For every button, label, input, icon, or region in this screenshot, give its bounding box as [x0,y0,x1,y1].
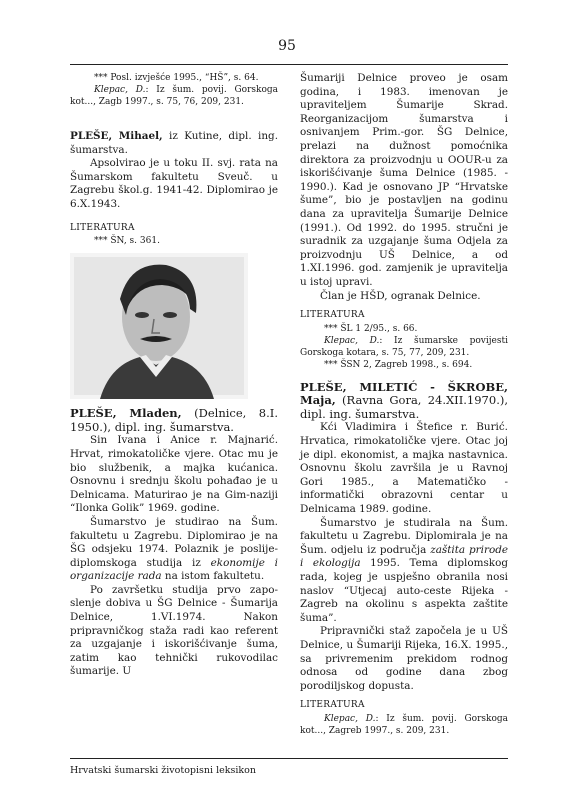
entry-heading [70,130,278,157]
entry-maja [300,381,508,737]
entry-name: PLEŠE, MILETIĆ - ŠKROBE, Maja, [300,379,508,408]
text-run: Šumarstvo je studirao na Šum. fakultetu u Zagrebu. Diplomirao je na ŠG odsjeku 1974. Polaznik je poslije-diplomskoga studija iz [70,515,278,569]
entry-heading [70,407,278,434]
entry-intro: iz Kutine, dipl. ing. šumarstva. [70,130,278,156]
literature-item: *** ŠSN 2, Zagreb 1998., s. 694. [324,359,473,370]
literature-item [300,713,508,737]
ref-top-line2 [70,84,278,108]
entry-text: Apsolvirao je u toku II. svj. rata na Šumarskom fakultetu Sveuč. u Zagrebu škol.g. 1941-42. Diplomirao je 6.X.1943. [70,157,278,210]
literature-item: *** ŠN, s. 361. [94,236,160,247]
lit-author: Klepac, D. [324,335,380,346]
entry-paragraph: Po završetku studija prvo zapo-slenje dobiva u ŠG Delnice - Šumarija Delnice, 1.VI.1974. Nakon pripravničkog staža radi kao referent za uzgajanje i iskorišćivanje šuma, zatim kao tehnički rukovodilac šumarije. U [70,583,278,678]
literature-label: LITERATURA [70,222,135,233]
ref-top-line1: *** Posl. izvješće 1995., “HŠ”, s. 64. [94,73,259,83]
entry-intro: (Ravna Gora, 24.XII.1970.), dipl. ing. šumarstva. [300,393,508,421]
lit-rest: : Iz šumarske povijesti Gorskoga kotara, s. 75, 77, 209, 231. [300,335,508,358]
literature-item [300,335,508,359]
entry-mihael [70,130,278,247]
literature-item: *** ŠL 1 2/95., s. 66. [324,323,418,334]
lit-author: Klepac, D. [324,713,376,724]
ref-rest: : Iz šum. povij. Gorskoga kot..., Zagb 1997., s. 75, 76, 209, 231. [70,85,279,107]
entry-name: PLEŠE, Mihael, [70,130,163,142]
text-run: na istom fakultetu. [161,570,265,583]
lit-rest: : Iz šum. povij. Gorskoga kot..., Zagreb 1997., s. 209, 231. [300,713,509,736]
entry-name: PLEŠE, Mladen, [70,406,182,421]
italic-run: ekonomije i organizacije rada [70,556,278,583]
right-column [300,72,508,737]
footer-title: Hrvatski šumarski životopisni leksikon [70,765,257,776]
bottom-rule [70,758,508,759]
page-number: 95 [278,38,296,54]
entry-paragraph: Šumariji Delnice proveo je osam godina, i 1983. imenovan je upraviteljem Šumarije Skrad. Reorganizacijom šumarstva i osnivanjem Prim.-gor. ŠG Delnice, prelazi na dužnost pomoćnika direktora za proizvodnju u OOUR-u za iskorišćivanje šuma Delnice (1985. - 1990.). Kad je osnovano JP “Hrvatske šume”, bio je postavljen na godinu dana za upravitelja Šumarije Delnice (1991.). Od 1992. do 1995. stručni je suradnik za uzgajanje šuma Odjela za proizvodnju UŠ Delnice, a od 1.XI.1996. god. zamjenik je upravitelja u istoj upravi. [300,72,508,288]
entry-paragraph: Pripravnički staž započela je u UŠ Delnice, u Šumariji Rijeka, 16.X. 1995., sa privremenim prekidom rodnog odnosa od godine dana zbog porodiljskog dopusta. [300,625,508,692]
italic-run: zaštita prirode i ekologija [300,543,508,570]
left-column [70,72,278,679]
top-rule [70,64,508,65]
entry-intro: (Delnice, 8.I. 1950.), dipl. ing. šumarstva. [70,406,278,434]
literature-label: LITERATURA [300,310,365,321]
entry-paragraph: Član je HŠD, ogranak Delnice. [320,289,481,302]
ref-author: Klepac, D. [94,85,146,95]
entry-paragraph [300,517,508,626]
literature-label: LITERATURA [300,700,365,711]
entry-heading [300,381,508,422]
entry-paragraph: Sin Ivana i Anice r. Majnarić. Hrvat, rimokatoličke vjere. Otac mu je bio službenik, a majka kućanica. Osnovnu i srednju školu pohađao je u Delnicama. Maturirao je na Gim-naziji “Ilonka Golik” 1969. godine. [70,434,278,515]
portrait-photo [70,253,248,399]
entry-mladen [70,407,278,679]
entry-paragraph [70,516,278,584]
text-run: 1995. Tema diplomskog rada, kojeg je uspješno obranila nosi naslov “Utjecaj auto-ceste Rijeka - Zagreb na okolinu s aspekta zaštite šuma”. [300,557,508,624]
text-run: Šumarstvo je studirala na Šum. fakultetu u Zagrebu. Diplomirala je na Šum. odjelu iz područja [300,516,508,556]
entry-paragraph: Kći Vladimira i Štefice r. Burić. Hrvatica, rimokatoličke vjere. Otac joj je dipl. ekonomist, a majka nastavnica. Osnovnu školu završila je u Ravnoj Gori 1985., a Matematičko - informatički obrazovni centar u Delnicama 1989. godine. [300,421,508,516]
